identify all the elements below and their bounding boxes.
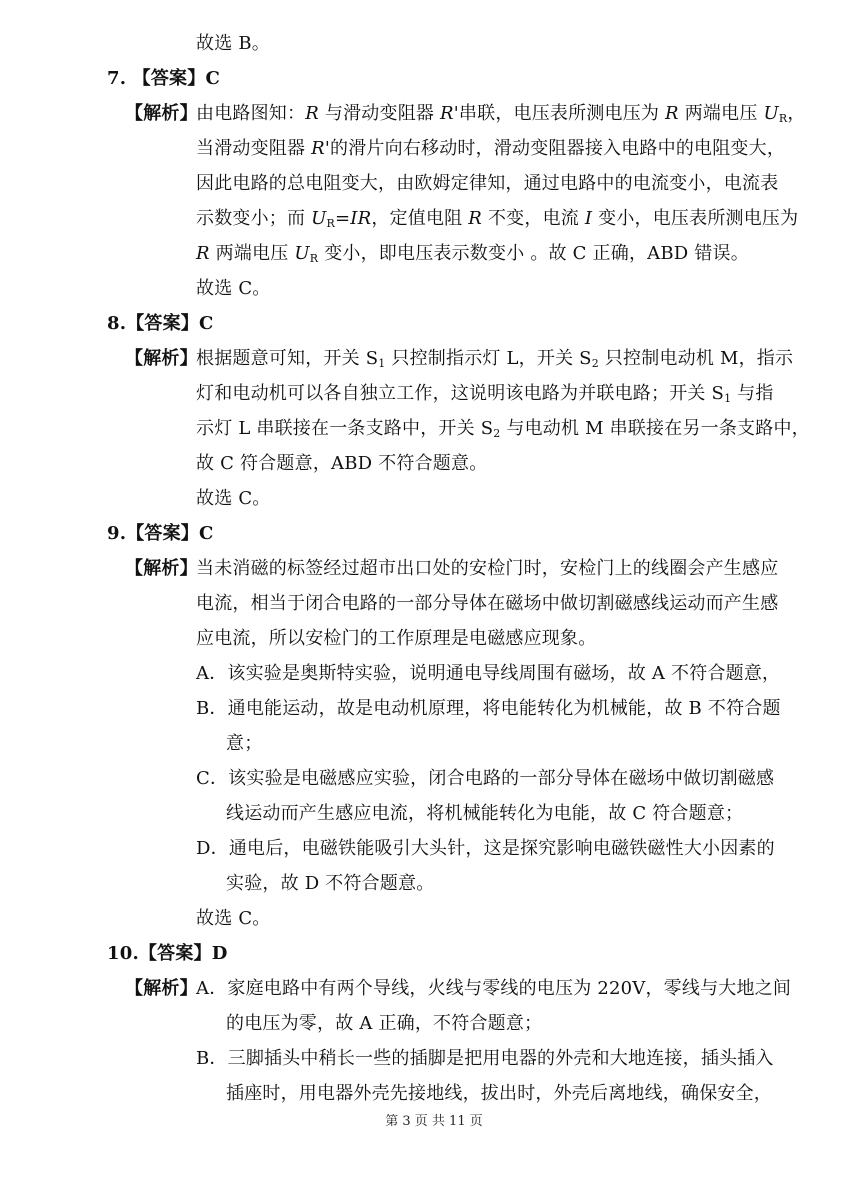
q8-line-1: 根据题意可知，开关 $S_1$ 只控制指示灯 L，开关 $S_2$ 只控制电动机 M，指示	[196, 348, 794, 370]
q9-option-a: A．该实验是奥斯特实验，说明通电导线周围有磁场，故 A 不符合题意，	[196, 663, 781, 684]
q9-heading: 9.【答案】C	[107, 523, 214, 544]
q6-conclusion: 故选 B。	[196, 33, 270, 54]
q9-option-d-line-2: 实验，故 D 不符合题意。	[226, 873, 435, 894]
q10-option-b-line-1: B．三脚插头中稍长一些的插脚是把用电器的外壳和大地连接，插头插入	[196, 1048, 774, 1069]
q9-option-c-line-2: 线运动而产生感应电流，将机械能转化为电能，故 C 符合题意；	[226, 803, 744, 824]
q10-heading: 10.【答案】D	[107, 943, 228, 964]
q7-line-1: 由电路图知：R 与滑动变阻器 R'串联，电压表所测电压为 R 两端电压 $U_R$，	[196, 103, 806, 125]
q7-line-3: 因此电路的总电阻变大，由欧姆定律知，通过电路中的电流变小，电流表	[196, 173, 779, 194]
q10-analysis-label: 【解析】	[125, 978, 198, 999]
q9-conclusion: 故选 C。	[196, 908, 271, 929]
q9-line-1: 当未消磁的标签经过超市出口处的安检门时，安检门上的线圈会产生感应	[196, 558, 779, 579]
q9-option-b-line-2: 意；	[226, 733, 263, 754]
q7-line-2: 当滑动变阻器 R'的滑片向右移动时，滑动变阻器接入电路中的电阻变大，	[196, 138, 786, 159]
q10-option-a-line-2: 的电压为零，故 A 正确，不符合题意；	[226, 1013, 543, 1034]
q7-line-4: 示数变小；而 $U_R=IR$，定值电阻 R 不变，电流 I 变小，电压表所测电压为	[196, 208, 799, 230]
q9-option-b-line-1: B．通电能运动，故是电动机原理，将电能转化为机械能，故 B 不符合题	[196, 698, 781, 719]
page-footer: 第 3 页 共 11 页	[385, 1114, 483, 1129]
q7-line-5: R 两端电压 $U_R$ 变小，即电压表示数变小 。故 C 正确，ABD 错误。	[196, 243, 749, 265]
q9-option-c-line-1: C．该实验是电磁感应实验，闭合电路的一部分导体在磁场中做切割磁感	[196, 768, 775, 789]
q7-heading: 7. 【答案】C	[107, 68, 220, 89]
q8-line-3: 示灯 L 串联接在一条支路中，开关 $S_2$ 与电动机 M 串联接在另一条支路中，	[196, 418, 810, 440]
q8-heading: 8.【答案】C	[107, 313, 214, 334]
q7-conclusion: 故选 C。	[196, 278, 271, 299]
q9-option-d-line-1: D．通电后，电磁铁能吸引大头针，这是探究影响电磁铁磁性大小因素的	[196, 838, 775, 859]
q8-line-2: 灯和电动机可以各自独立工作，这说明该电路为并联电路；开关 $S_1$ 与指	[196, 383, 774, 405]
q10-option-b-line-2: 插座时，用电器外壳先接地线，拔出时，外壳后离地线，确保安全，	[226, 1083, 772, 1104]
q8-conclusion: 故选 C。	[196, 488, 271, 509]
q9-line-3: 应电流，所以安检门的工作原理是电磁感应现象。	[196, 628, 597, 649]
q8-analysis-label: 【解析】	[125, 348, 198, 369]
q8-line-4: 故 C 符合题意，ABD 不符合题意。	[196, 453, 488, 474]
q9-line-2: 电流，相当于闭合电路的一部分导体在磁场中做切割磁感线运动而产生感	[196, 593, 779, 614]
q7-analysis-label: 【解析】	[125, 103, 198, 124]
q10-option-a-line-1: A．家庭电路中有两个导线，火线与零线的电压为 220V，零线与大地之间	[196, 978, 792, 999]
q9-analysis-label: 【解析】	[125, 558, 198, 579]
